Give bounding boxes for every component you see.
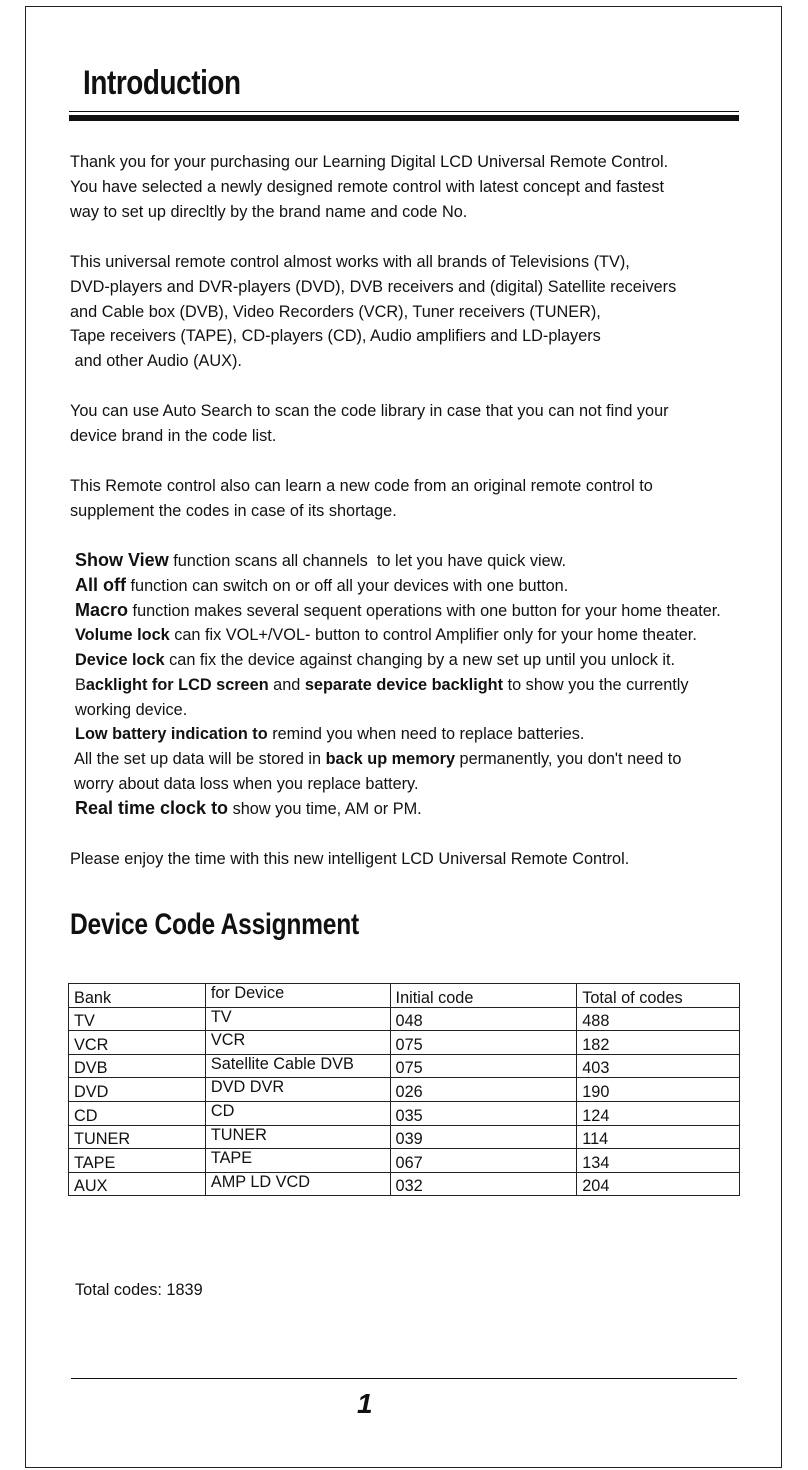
table-cell: 039 <box>390 1125 577 1149</box>
feature-desc: remind you when need to replace batteries. <box>267 725 585 743</box>
paragraph-line: supplement the codes in case of its shortage. <box>70 501 397 520</box>
table-row <box>69 1101 740 1125</box>
paragraph-line: DVD-players and DVR-players (DVD), DVB receivers and (digital) Satellite receivers <box>70 277 677 296</box>
table-cell: TUNER <box>69 1125 206 1149</box>
device-code-table <box>68 983 740 1196</box>
table-cell: 403 <box>577 1054 740 1078</box>
feature-desc: can fix the device against changing by a new set up until you unlock it. <box>164 651 676 669</box>
table-cell: Satellite Cable DVB <box>205 1054 390 1078</box>
title-rule-thin <box>69 111 739 112</box>
table-header-cell: Initial code <box>390 984 577 1008</box>
feature-device-lock <box>75 648 675 673</box>
paragraph-line: device brand in the code list. <box>70 426 277 445</box>
feature-desc: to show you the currently <box>503 676 689 694</box>
table-cell: AMP LD VCD <box>205 1172 390 1196</box>
feature-name: Volume lock <box>75 626 170 644</box>
feature-prefix: All the set up data will be stored in <box>74 750 326 768</box>
table-row <box>69 1078 740 1102</box>
table-cell: TUNER <box>205 1125 390 1149</box>
paragraph-line: Tape receivers (TAPE), CD-players (CD), Audio amplifiers and LD-players <box>70 327 601 346</box>
table-cell: TV <box>69 1007 206 1031</box>
table-cell: 182 <box>577 1031 740 1055</box>
table-cell: 114 <box>577 1125 740 1149</box>
feature-desc: function scans all channels to let you have quick view. <box>168 552 567 570</box>
table-row <box>69 1125 740 1149</box>
page-title: Introduction <box>83 64 241 102</box>
table-cell: DVD <box>69 1078 206 1102</box>
table-header-cell: Total of codes <box>577 984 740 1008</box>
title-rule-thick <box>69 115 739 121</box>
feature-conjunction: and <box>268 676 305 694</box>
table-cell: 026 <box>390 1078 577 1102</box>
feature-name: back up memory <box>325 750 456 768</box>
feature-volume-lock <box>75 623 697 648</box>
table-cell: 124 <box>577 1101 740 1125</box>
table-cell: 075 <box>390 1054 577 1078</box>
feature-name: Device lock <box>75 651 165 669</box>
intro-paragraph-1 <box>70 150 668 224</box>
table-cell: CD <box>205 1101 390 1125</box>
feature-name: Macro <box>75 600 129 620</box>
feature-backup-memory <box>74 747 681 797</box>
feature-name: Show View <box>75 550 169 570</box>
table-cell: VCR <box>69 1031 206 1055</box>
table-cell: 488 <box>577 1007 740 1031</box>
feature-name-2: separate device backlight <box>304 676 504 694</box>
feature-all-off <box>75 573 568 599</box>
paragraph-line: This universal remote control almost works with all brands of Televisions (TV), <box>70 253 630 271</box>
feature-name: Low battery indication to <box>75 725 268 743</box>
table-cell: VCR <box>205 1031 390 1055</box>
table-cell: 075 <box>390 1031 577 1055</box>
feature-desc-line2: working device. <box>75 700 188 719</box>
table-header-row <box>69 984 740 1008</box>
footer-rule <box>71 1378 737 1379</box>
feature-name: Real time clock to <box>75 798 229 818</box>
paragraph-line: and other Audio (AUX). <box>70 352 242 371</box>
feature-desc: function can switch on or off all your devices with one button. <box>126 577 569 595</box>
table-cell: DVD DVR <box>205 1078 390 1102</box>
table-row <box>69 1149 740 1173</box>
paragraph-line: You have selected a newly designed remote control with latest concept and fastest <box>70 177 665 196</box>
table-row <box>69 1031 740 1055</box>
table-cell: TV <box>205 1007 390 1031</box>
table-cell: 134 <box>577 1149 740 1173</box>
feature-macro <box>75 598 721 624</box>
feature-desc: function makes several sequent operations with one button for your home theater. <box>128 602 721 620</box>
total-codes: Total codes: 1839 <box>75 1281 203 1299</box>
paragraph-line: way to set up direcltly by the brand name and code No. <box>70 202 468 221</box>
paragraph-line: You can use Auto Search to scan the code library in case that you can not find your <box>70 402 669 420</box>
table-cell: AUX <box>69 1172 206 1196</box>
table-cell: 032 <box>390 1172 577 1196</box>
table-cell: 190 <box>577 1078 740 1102</box>
table-cell: CD <box>69 1101 206 1125</box>
intro-paragraph-3 <box>70 399 669 449</box>
table-row <box>69 1054 740 1078</box>
feature-desc: can fix VOL+/VOL- button to control Amplifier only for your home theater. <box>169 626 697 644</box>
table-header-cell: for Device <box>205 984 390 1008</box>
table-cell: DVB <box>69 1054 206 1078</box>
feature-desc: permanently, you don't need to <box>455 750 682 768</box>
table-row <box>69 1007 740 1031</box>
paragraph-line: This Remote control also can learn a new code from an original remote control to <box>70 477 653 495</box>
feature-backlight <box>75 673 689 723</box>
closing-paragraph: Please enjoy the time with this new intelligent LCD Universal Remote Control. <box>70 850 630 868</box>
table-cell: 204 <box>577 1172 740 1196</box>
table-cell: 035 <box>390 1101 577 1125</box>
table-cell: TAPE <box>205 1149 390 1173</box>
feature-real-time-clock <box>75 796 422 822</box>
intro-paragraph-2 <box>70 250 676 374</box>
feature-name: acklight for LCD screen <box>85 676 269 694</box>
feature-name: All off <box>75 575 126 595</box>
table-row <box>69 1172 740 1196</box>
table-cell: TAPE <box>69 1149 206 1173</box>
paragraph-line: Thank you for your purchasing our Learning Digital LCD Universal Remote Control. <box>70 153 669 171</box>
paragraph-line: and Cable box (DVB), Video Recorders (VCR), Tuner receivers (TUNER), <box>70 302 601 321</box>
table-cell: 048 <box>390 1007 577 1031</box>
table-cell: 067 <box>390 1149 577 1173</box>
page-number: 1 <box>357 1388 373 1419</box>
table-header-cell: Bank <box>69 984 206 1008</box>
intro-paragraph-4 <box>70 474 653 524</box>
feature-low-battery <box>75 722 584 747</box>
feature-desc-line2: worry about data loss when you replace battery. <box>74 774 419 793</box>
feature-desc: show you time, AM or PM. <box>228 800 422 818</box>
feature-show-view <box>75 548 566 574</box>
feature-prefix: B <box>75 676 86 694</box>
section-title-device-code: Device Code Assignment <box>70 908 359 941</box>
